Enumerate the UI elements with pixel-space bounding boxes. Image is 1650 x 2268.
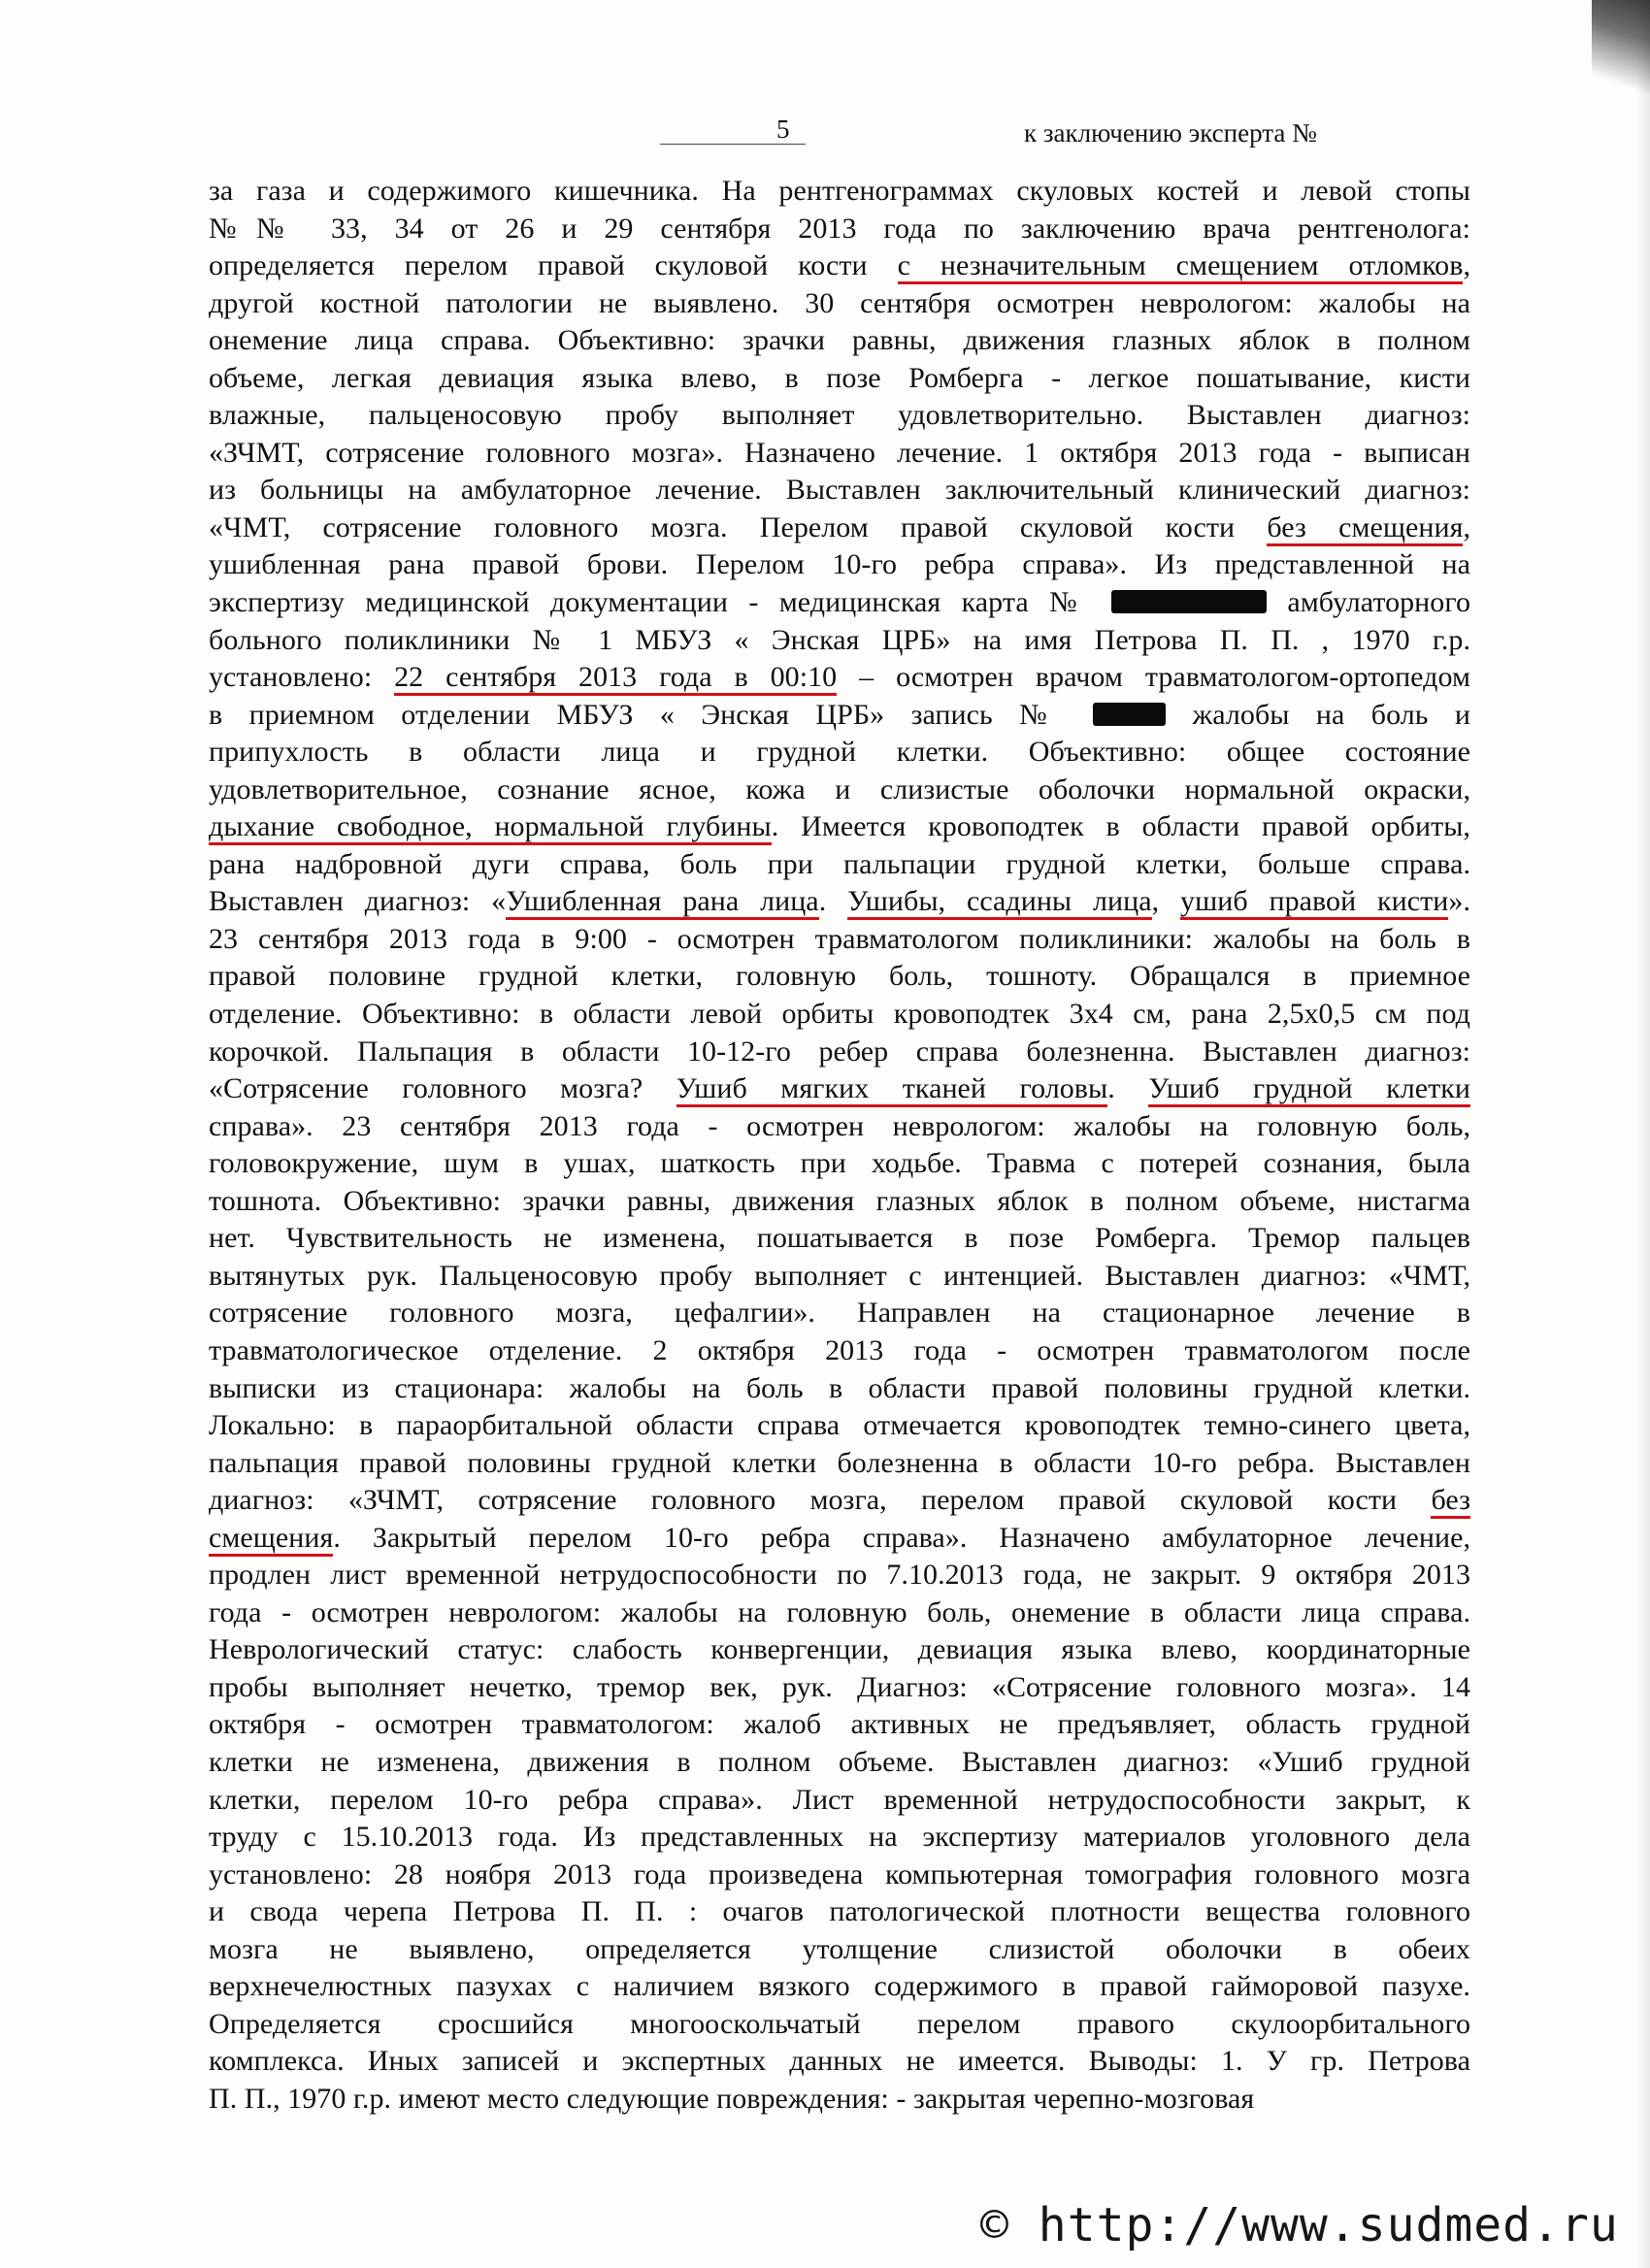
text-segment: тошнота. Объективно: зрачки равны, движения глазных яблок в полном объеме, нистагма [209, 1184, 1470, 1217]
text-line [209, 1782, 1470, 1820]
underlined-highlight: без смещения [1267, 511, 1463, 546]
text-segment: «ЗЧМТ, сотрясение головного мозга». Назначено лечение. 1 октября 2013 года - выписан [209, 436, 1470, 469]
text-line [209, 472, 1470, 509]
text-line [209, 360, 1470, 398]
text-line [209, 697, 1470, 735]
text-segment: пробы выполняет нечетко, тремор век, рук. Диагноз: «Сотрясение головного мозга». 14 [209, 1670, 1470, 1703]
text-segment: года - осмотрен неврологом: жалобы на головную боль, онемение в области лица справа. [209, 1595, 1470, 1628]
text-line [209, 1744, 1470, 1782]
text-segment: головокружение, шум в ушах, шаткость при ходьбе. Травма с потерей сознания, была [209, 1147, 1470, 1180]
text-line [209, 772, 1470, 809]
text-line [209, 285, 1470, 323]
text-line [209, 622, 1470, 660]
text-segment: амбулаторного [1267, 586, 1470, 619]
underlined-highlight: дыхание свободное, нормальной глубины [209, 810, 772, 845]
underlined-highlight: Ушибленная рана лица [506, 885, 819, 920]
text-line [209, 1145, 1470, 1183]
text-line [209, 1108, 1470, 1146]
text-segment: правой половине грудной клетки, головную боль, тошноту. Обращался в приемное [209, 960, 1470, 993]
text-segment: отделение. Объективно: в области левой орбиты кровоподтек 3х4 см, рана 2,5х0,5 см под [209, 998, 1470, 1031]
text-segment: комплекса. Иных записей и экспертных данных не имеется. Выводы: 1. У гр. Петрова [209, 2045, 1470, 2078]
text-segment: клетки, перелом 10-го ребра справа». Лист временной нетрудоспособности закрыт, к [209, 1783, 1470, 1816]
text-segment: влажные, пальценосовую пробу выполняет удовлетворительно. Выставлен диагноз: [209, 399, 1470, 432]
text-segment: октября - осмотрен травматологом: жалоб активных не предъявляет, область грудной [209, 1708, 1470, 1741]
text-segment: . [818, 885, 848, 918]
text-line [209, 1931, 1470, 1969]
text-segment: другой костной патологии не выявлено. 30 сентября осмотрен неврологом: жалобы на [209, 286, 1470, 319]
watermark: © http://www.sudmed.ru [980, 2198, 1619, 2252]
page-header [0, 115, 1650, 153]
text-segment: – осмотрен врачом травматологом-ортопедом [837, 661, 1470, 694]
text-line [209, 546, 1470, 584]
text-line [209, 921, 1470, 959]
underlined-highlight: Ушиб грудной клетки [1148, 1072, 1470, 1107]
text-segment: онемение лица справа. Объективно: зрачки равны, движения глазных яблок в полном [209, 324, 1470, 357]
text-line [209, 173, 1470, 211]
text-line [209, 1857, 1470, 1894]
text-segment: , [1151, 885, 1181, 918]
text-segment: . [1107, 1072, 1149, 1105]
text-segment: и свода черепа Петрова П. П. : очагов патологической плотности вещества головного [209, 1895, 1470, 1928]
text-line [209, 808, 1470, 846]
redaction-block [1111, 590, 1267, 613]
text-line [209, 846, 1470, 884]
text-line [209, 659, 1470, 697]
text-segment: жалобы на боль и [1166, 698, 1470, 731]
text-line [209, 211, 1470, 248]
expert-conclusion-reference: к заключению эксперта № [1024, 118, 1317, 148]
text-segment: «Сотрясение головного мозга? [209, 1072, 676, 1105]
text-line [209, 1557, 1470, 1594]
text-line [209, 1070, 1470, 1108]
text-segment: за газа и содержимого кишечника. На рентгенограммах скуловых костей и левой стопы [209, 175, 1470, 207]
text-segment: больного поликлиники № 1 МБУЗ « Энская ЦРБ» на имя Петрова П. П. , 1970 г.р. [209, 623, 1470, 656]
text-line [209, 1220, 1470, 1258]
text-segment: рана надбровной дуги справа, боль при пальпации грудной клетки, больше справа. [209, 847, 1470, 880]
text-segment: удовлетворительное, сознание ясное, кожа и слизистые оболочки нормальной окраски, [209, 772, 1470, 805]
text-segment: Определяется сросшийся многооскольчатый перелом правого скулоорбитального [209, 2007, 1470, 2040]
text-segment: пальпация правой половины грудной клетки болезненна в области 10-го ребра. Выставлен [209, 1446, 1470, 1479]
text-segment: , [1463, 510, 1470, 543]
text-line [209, 1258, 1470, 1296]
text-line [209, 1706, 1470, 1744]
text-segment: объеме, легкая девиация языка влево, в позе Ромберга - легкое пошатывание, кисти [209, 361, 1470, 394]
text-segment: диагноз: «ЗЧМТ, сотрясение головного мозга, перелом правой скуловой кости [209, 1484, 1432, 1517]
text-line [209, 1819, 1470, 1857]
text-line [209, 1407, 1470, 1445]
text-segment: . Закрытый перелом 10-го ребра справа». Назначено амбулаторное лечение, [333, 1521, 1470, 1554]
text-segment: , [1463, 249, 1471, 282]
text-line [209, 958, 1470, 996]
text-line [209, 1631, 1470, 1669]
text-line [209, 1968, 1470, 2006]
text-line [209, 1034, 1470, 1071]
text-line [209, 1669, 1470, 1707]
text-segment: определяется перелом правой скуловой кости [209, 249, 898, 282]
underlined-highlight: Ушибы, ссадины лица [847, 885, 1152, 920]
text-segment: травматологическое отделение. 2 октября 2013 года - осмотрен травматологом после [209, 1333, 1470, 1366]
document-body [209, 173, 1470, 2118]
header-rule [660, 144, 806, 145]
text-segment: припухлость в области лица и грудной клетки. Объективно: общее состояние [209, 736, 1470, 769]
text-line [209, 584, 1470, 622]
underlined-highlight: ушиб правой кисти [1180, 885, 1448, 920]
text-line [209, 322, 1470, 360]
page-number: 5 [776, 115, 790, 144]
text-segment: продлен лист временной нетрудоспособности по 7.10.2013 года, не закрыт. 9 октября 2013 [209, 1559, 1470, 1592]
text-segment: П. П., 1970 г.р. имеют место следующие повреждения: - закрытая черепно-мозговая [209, 2082, 1255, 2115]
text-line [209, 1520, 1470, 1558]
text-line [209, 1594, 1470, 1632]
text-line [209, 2043, 1470, 2081]
text-line [209, 1370, 1470, 1408]
text-segment: Локально: в параорбитальной области справа отмечается кровоподтек темно-синего цвета, [209, 1409, 1470, 1442]
underlined-highlight: 22 сентября 2013 года в 00:10 [394, 661, 837, 696]
text-segment: справа». 23 сентября 2013 года - осмотрен неврологом: жалобы на головную боль, [209, 1109, 1470, 1142]
text-line [209, 1893, 1470, 1931]
text-line [209, 2006, 1470, 2044]
text-line [209, 734, 1470, 772]
text-line [209, 1445, 1470, 1483]
text-segment: установлено: 28 ноября 2013 года произведена компьютерная томография головного мозга [209, 1857, 1470, 1890]
text-segment: установлено: [209, 661, 395, 694]
underlined-highlight: с незначительным смещением отломков [898, 249, 1464, 284]
text-segment: труду с 15.10.2013 года. Из представленных на экспертизу материалов уголовного дела [209, 1821, 1470, 1854]
text-segment: верхнечелюстных пазухах с наличием вязкого содержимого в правой гайморовой пазухе. [209, 1970, 1470, 2003]
text-line [209, 1482, 1470, 1520]
text-line [209, 397, 1470, 435]
text-segment: ». [1448, 885, 1471, 918]
text-segment: клетки не изменена, движения в полном объеме. Выставлен диагноз: «Ушиб грудной [209, 1745, 1470, 1778]
text-segment: мозга не выявлено, определяется утолщение слизистой оболочки в обеих [209, 1932, 1470, 1965]
text-segment: в приемном отделении МБУЗ « Энская ЦРБ» запись № [209, 698, 1094, 731]
text-segment: . Имеется кровоподтек в области правой орбиты, [771, 810, 1470, 843]
text-line [209, 247, 1470, 285]
text-segment: 23 сентября 2013 года в 9:00 - осмотрен травматологом поликлиники: жалобы на боль в [209, 922, 1470, 955]
text-line [209, 2081, 1470, 2119]
underlined-highlight: Ушиб мягких тканей головы [676, 1072, 1108, 1107]
text-line [209, 996, 1470, 1034]
text-segment: выписки из стационара: жалобы на боль в области правой половины грудной клетки. [209, 1371, 1470, 1404]
text-line [209, 1183, 1470, 1221]
text-segment: Выставлен диагноз: « [209, 885, 507, 918]
text-segment: сотрясение головного мозга, цефалгии». Направлен на стационарное лечение в [209, 1297, 1470, 1330]
underlined-highlight: без [1431, 1484, 1470, 1519]
text-segment: из больницы на амбулаторное лечение. Выставлен заключительный клинический диагноз: [209, 474, 1470, 507]
text-segment: корочкой. Пальпация в области 10-12-го ребер справа болезненна. Выставлен диагноз: [209, 1035, 1470, 1068]
text-segment: экспертизу медицинской документации - медицинская карта № [209, 586, 1112, 619]
underlined-highlight: смещения [209, 1522, 333, 1557]
text-segment: вытянутых рук. Пальценосовую пробу выполняет с интенцией. Выставлен диагноз: «ЧМТ, [209, 1259, 1470, 1292]
text-segment: Неврологический статус: слабость конвергенции, девиация языка влево, координаторные [209, 1633, 1470, 1666]
text-line [209, 435, 1470, 473]
text-line [209, 1332, 1470, 1370]
text-segment: нет. Чувствительность не изменена, пошатывается в позе Ромберга. Тремор пальцев [209, 1222, 1470, 1255]
text-line [209, 509, 1470, 547]
redaction-block [1093, 703, 1166, 726]
text-segment: «ЧМТ, сотрясение головного мозга. Перелом правой скуловой кости [209, 510, 1268, 543]
text-line [209, 883, 1470, 921]
scan-edge-gradient [1636, 0, 1650, 2268]
text-line [209, 1295, 1470, 1332]
text-segment: ушибленная рана правой брови. Перелом 10-го ребра справа». Из представленной на [209, 548, 1470, 581]
text-segment: №№ 33, 34 от 26 и 29 сентября 2013 года по заключению врача рентгенолога: [209, 212, 1470, 245]
